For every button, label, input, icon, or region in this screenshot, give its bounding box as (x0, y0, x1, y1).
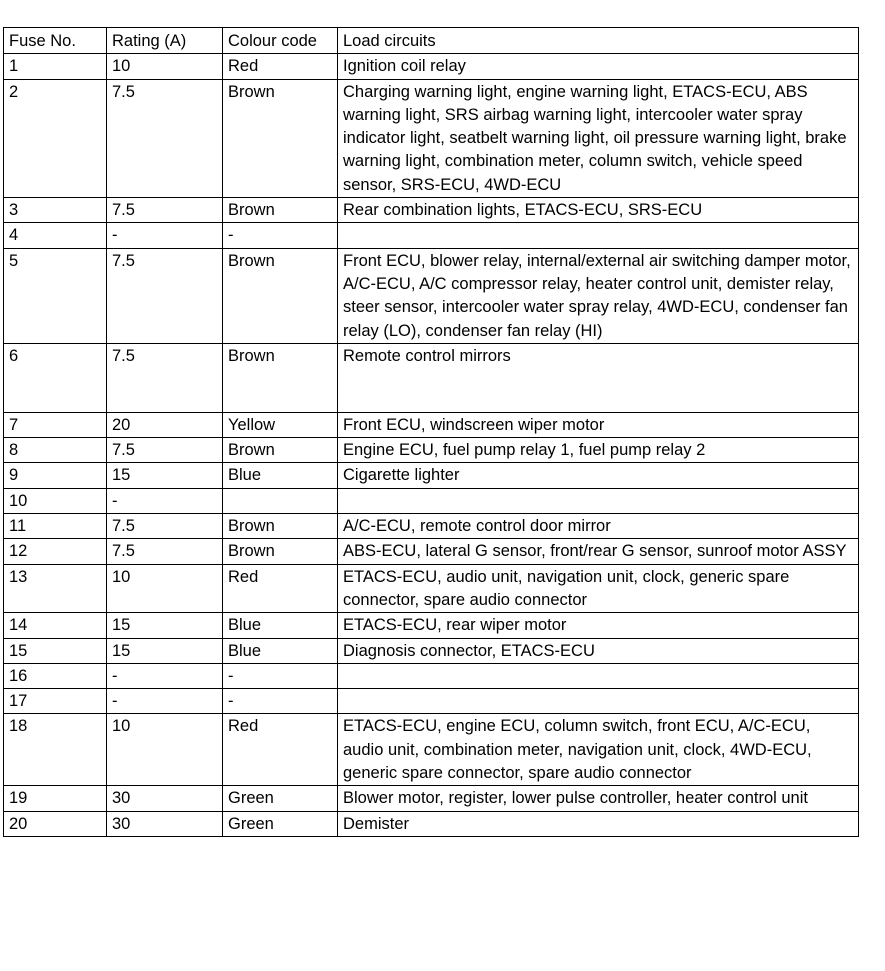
fuse-no-cell: 4 (4, 223, 107, 248)
fuse-no-cell: 20 (4, 811, 107, 836)
fuse-no-cell: 12 (4, 539, 107, 564)
colour-code-cell: - (223, 663, 338, 688)
load-circuits-cell: ETACS-ECU, audio unit, navigation unit, clock, generic spare connector, spare audio connector (338, 564, 859, 613)
table-row (4, 539, 859, 564)
rating-cell: - (107, 663, 223, 688)
load-circuits-cell (338, 223, 859, 248)
rating-cell: 30 (107, 786, 223, 811)
rating-cell: 7.5 (107, 438, 223, 463)
fuse-no-cell: 1 (4, 54, 107, 79)
rating-cell: 10 (107, 54, 223, 79)
load-circuits-cell: Rear combination lights, ETACS-ECU, SRS-ECU (338, 198, 859, 223)
load-circuits-cell: Blower motor, register, lower pulse controller, heater control unit (338, 786, 859, 811)
colour-code-cell: Blue (223, 638, 338, 663)
table-row (4, 638, 859, 663)
colour-code-cell (223, 488, 338, 513)
table-row (4, 198, 859, 223)
colour-code-cell: Blue (223, 613, 338, 638)
table-row (4, 223, 859, 248)
fuse-no-cell: 5 (4, 248, 107, 343)
colour-code-cell: Brown (223, 343, 338, 412)
load-circuits-cell: Ignition coil relay (338, 54, 859, 79)
load-circuits-cell (338, 689, 859, 714)
table-row (4, 714, 859, 786)
rating-cell: 20 (107, 412, 223, 437)
fuse-no-cell: 11 (4, 514, 107, 539)
fuse-no-cell: 19 (4, 786, 107, 811)
load-circuits-cell: Charging warning light, engine warning light, ETACS-ECU, ABS warning light, SRS airbag warning light, intercooler water spray indicator light, seatbelt warning light, oil pressure warning light, brake warning light, combination meter, column switch, vehicle speed sensor, SRS-ECU, 4WD-ECU (338, 79, 859, 197)
rating-cell: - (107, 488, 223, 513)
fuse-no-cell: 16 (4, 663, 107, 688)
fuse-no-cell: 15 (4, 638, 107, 663)
table-row (4, 811, 859, 836)
colour-code-cell: Brown (223, 539, 338, 564)
rating-cell: 15 (107, 638, 223, 663)
rating-cell: - (107, 223, 223, 248)
load-circuits-cell: Front ECU, blower relay, internal/external air switching damper motor, A/C-ECU, A/C compressor relay, heater control unit, demister relay, steer sensor, intercooler water spray relay, 4WD-ECU, condenser fan relay (LO), condenser fan relay (HI) (338, 248, 859, 343)
fuse-no-cell: 18 (4, 714, 107, 786)
rating-cell: 15 (107, 613, 223, 638)
table-row (4, 663, 859, 688)
rating-cell: 7.5 (107, 539, 223, 564)
rating-cell: 7.5 (107, 514, 223, 539)
colour-code-cell: Brown (223, 198, 338, 223)
load-circuits-cell: ABS-ECU, lateral G sensor, front/rear G sensor, sunroof motor ASSY (338, 539, 859, 564)
colour-code-cell: Red (223, 714, 338, 786)
rating-cell: - (107, 689, 223, 714)
rating-cell: 7.5 (107, 79, 223, 197)
rating-cell: 10 (107, 564, 223, 613)
table-row (4, 463, 859, 488)
header-colour-code: Colour code (223, 28, 338, 54)
fuse-no-cell: 7 (4, 412, 107, 437)
fuse-table (3, 27, 859, 837)
fuse-no-cell: 2 (4, 79, 107, 197)
table-header-row (4, 28, 859, 54)
table-row (4, 54, 859, 79)
load-circuits-cell (338, 488, 859, 513)
load-circuits-cell: Remote control mirrors (338, 343, 859, 412)
rating-cell: 7.5 (107, 343, 223, 412)
fuse-no-cell: 17 (4, 689, 107, 714)
header-fuse-no: Fuse No. (4, 28, 107, 54)
table-row (4, 79, 859, 197)
table-row (4, 514, 859, 539)
colour-code-cell: Brown (223, 438, 338, 463)
header-load-circuits: Load circuits (338, 28, 859, 54)
fuse-no-cell: 14 (4, 613, 107, 638)
load-circuits-cell (338, 663, 859, 688)
table-row (4, 488, 859, 513)
colour-code-cell: Blue (223, 463, 338, 488)
colour-code-cell: Brown (223, 248, 338, 343)
fuse-no-cell: 8 (4, 438, 107, 463)
table-row (4, 613, 859, 638)
fuse-no-cell: 3 (4, 198, 107, 223)
table-row (4, 564, 859, 613)
colour-code-cell: Brown (223, 514, 338, 539)
table-row (4, 786, 859, 811)
fuse-no-cell: 13 (4, 564, 107, 613)
colour-code-cell: Red (223, 54, 338, 79)
rating-cell: 15 (107, 463, 223, 488)
colour-code-cell: - (223, 689, 338, 714)
fuse-no-cell: 6 (4, 343, 107, 412)
table-row (4, 248, 859, 343)
rating-cell: 30 (107, 811, 223, 836)
load-circuits-cell: Engine ECU, fuel pump relay 1, fuel pump relay 2 (338, 438, 859, 463)
load-circuits-cell: Demister (338, 811, 859, 836)
load-circuits-cell: Cigarette lighter (338, 463, 859, 488)
table-row (4, 438, 859, 463)
table-row (4, 412, 859, 437)
colour-code-cell: Green (223, 811, 338, 836)
table-body (4, 54, 859, 837)
load-circuits-cell: Diagnosis connector, ETACS-ECU (338, 638, 859, 663)
load-circuits-cell: Front ECU, windscreen wiper motor (338, 412, 859, 437)
fuse-no-cell: 10 (4, 488, 107, 513)
table-row (4, 343, 859, 412)
colour-code-cell: Brown (223, 79, 338, 197)
colour-code-cell: Red (223, 564, 338, 613)
rating-cell: 7.5 (107, 248, 223, 343)
header-rating: Rating (A) (107, 28, 223, 54)
fuse-no-cell: 9 (4, 463, 107, 488)
colour-code-cell: Green (223, 786, 338, 811)
load-circuits-cell: ETACS-ECU, rear wiper motor (338, 613, 859, 638)
rating-cell: 10 (107, 714, 223, 786)
colour-code-cell: Yellow (223, 412, 338, 437)
load-circuits-cell: A/C-ECU, remote control door mirror (338, 514, 859, 539)
colour-code-cell: - (223, 223, 338, 248)
table-row (4, 689, 859, 714)
load-circuits-cell: ETACS-ECU, engine ECU, column switch, front ECU, A/C-ECU, audio unit, combination meter, navigation unit, clock, 4WD-ECU, generic spare connector, spare audio connector (338, 714, 859, 786)
rating-cell: 7.5 (107, 198, 223, 223)
